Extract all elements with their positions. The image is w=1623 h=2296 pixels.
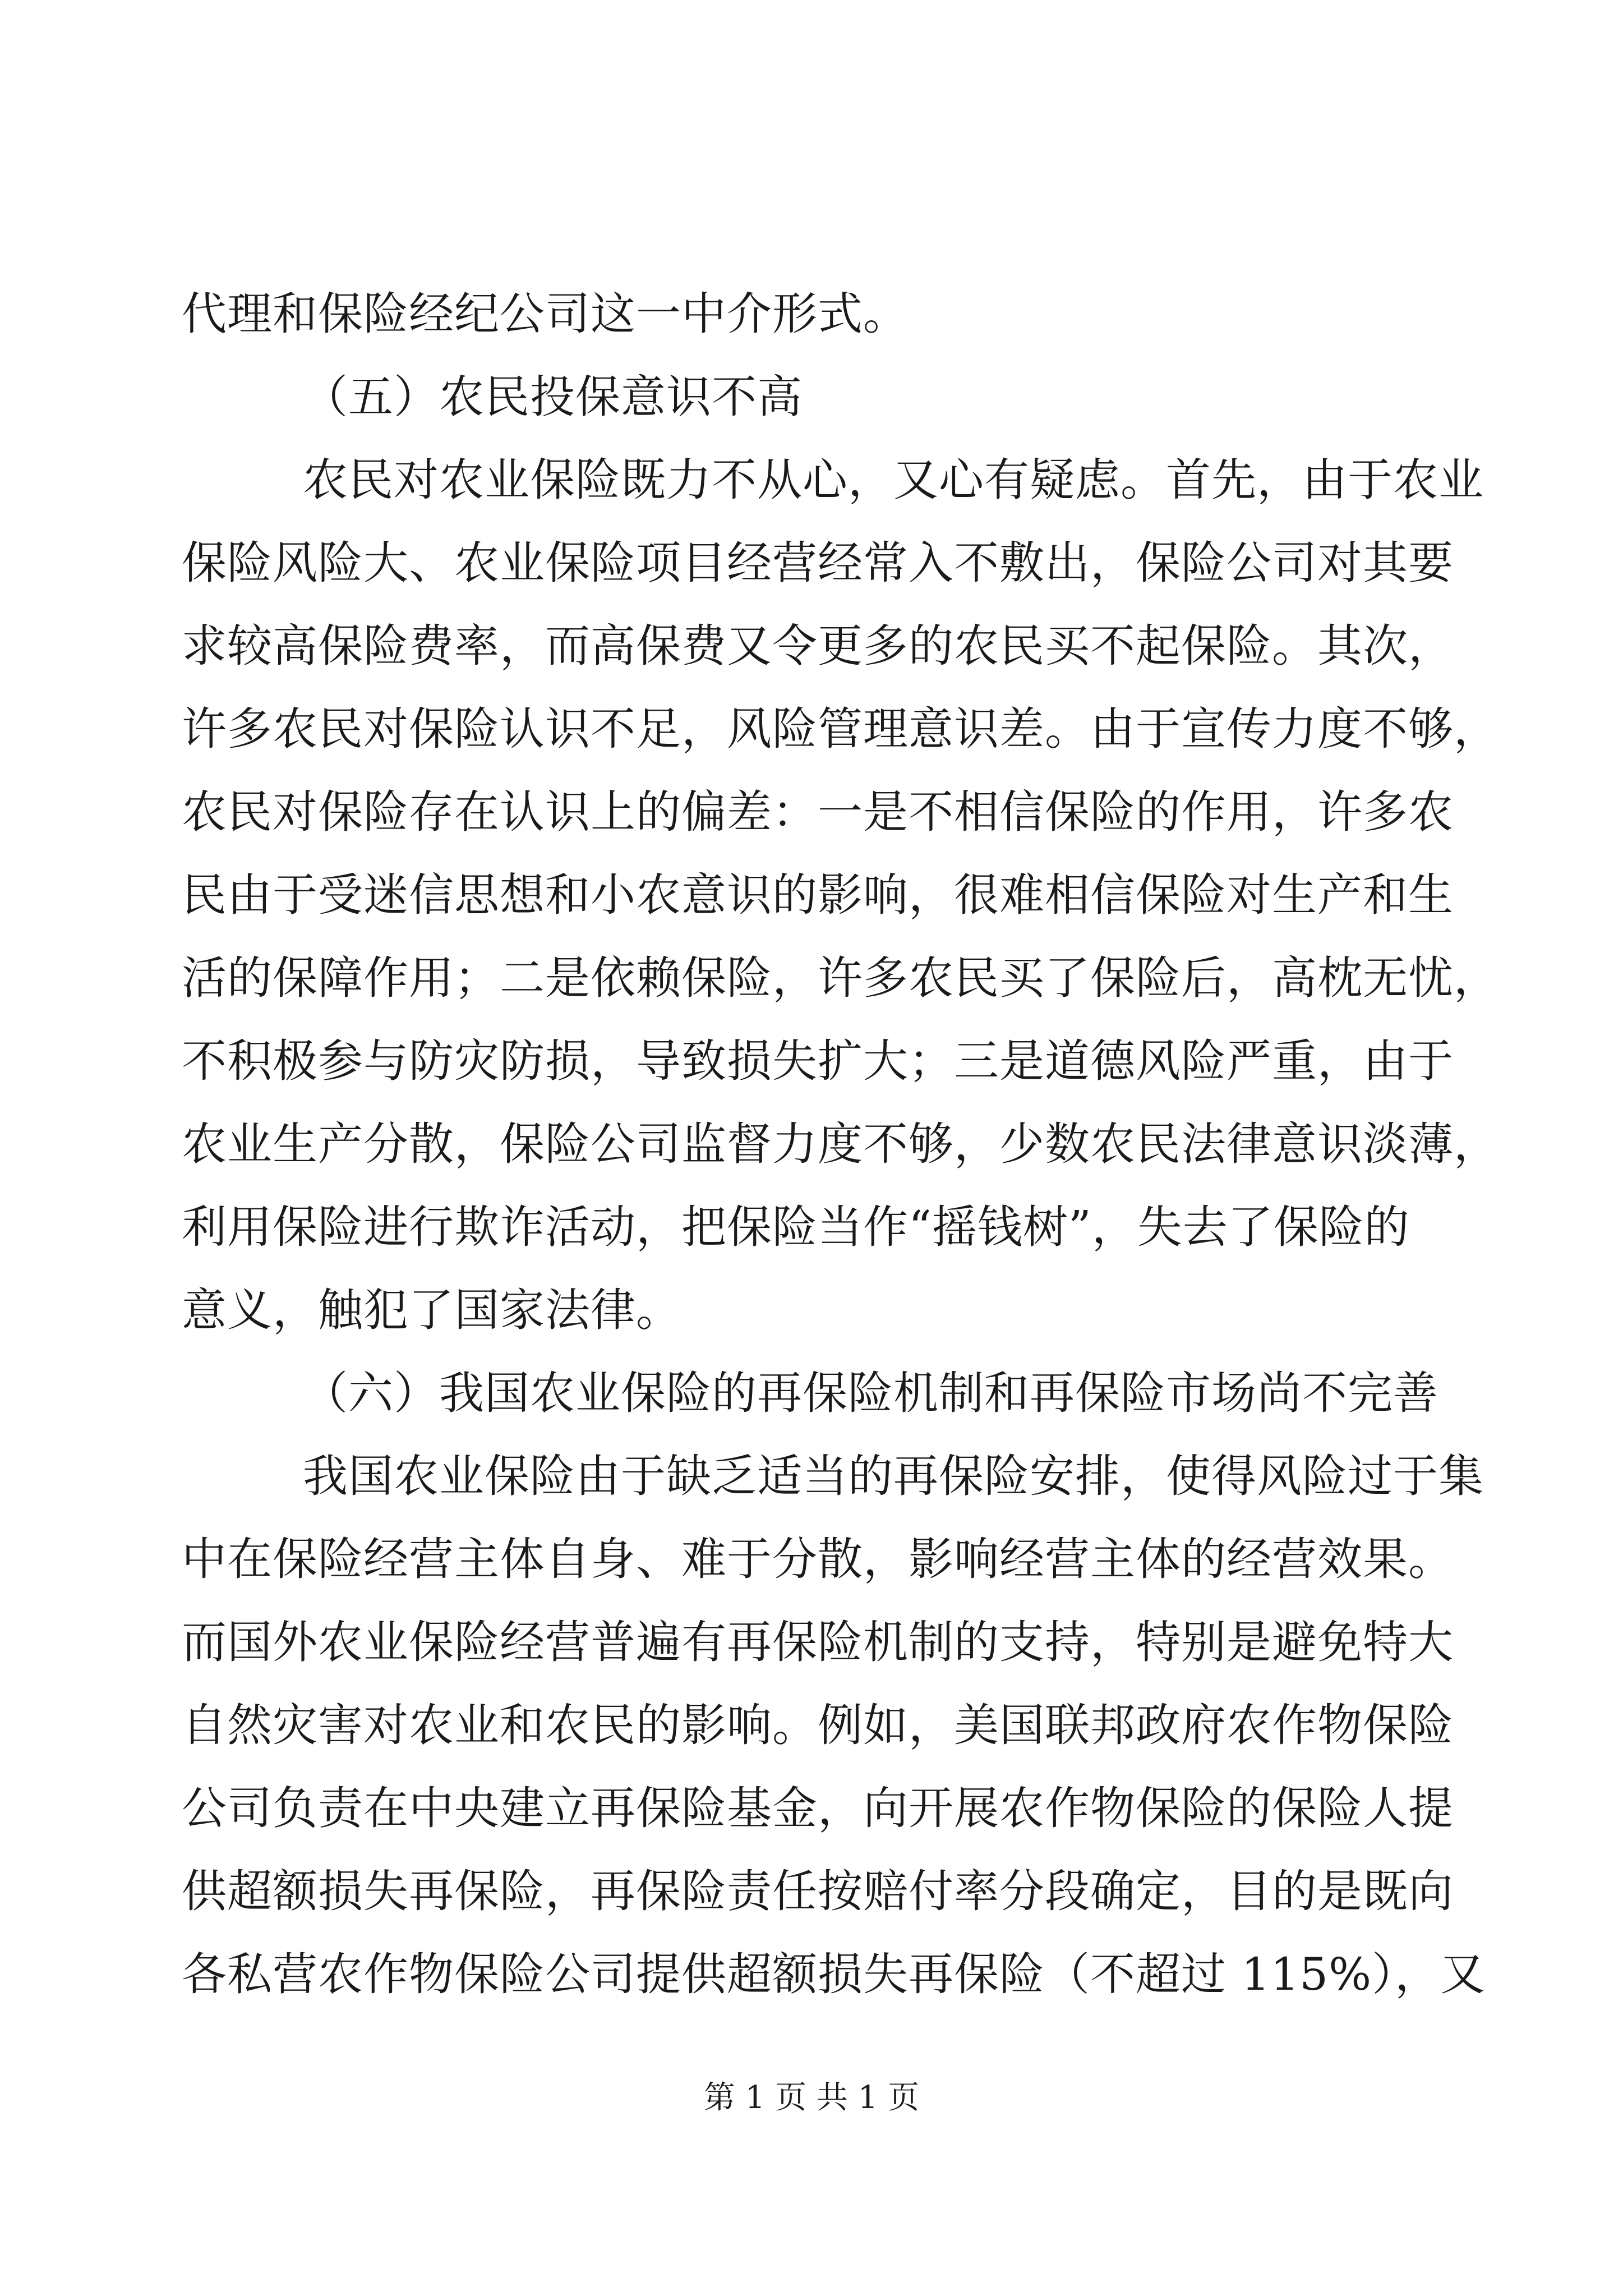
body-text-line: 我国农业保险由于缺乏适当的再保险安排，使得风险过于集 bbox=[303, 1450, 1484, 1502]
section-heading-5: （五）农民投保意识不高 bbox=[303, 371, 803, 423]
body-text-line: 农民对农业保险既力不从心，又心有疑虑。首先，由于农业 bbox=[303, 454, 1484, 506]
body-text-line: 农民对保险存在认识上的偏差：一是不相信保险的作用，许多农 bbox=[182, 786, 1454, 838]
body-text-line: 供超额损失再保险，再保险责任按赔付率分段确定，目的是既向 bbox=[182, 1865, 1454, 1917]
body-text-line: 各私营农作物保险公司提供超额损失再保险（不超过 115%），又 bbox=[182, 1948, 1486, 2000]
body-text-line: 利用保险进行欺诈活动，把保险当作“摇钱树”，失去了保险的 bbox=[182, 1201, 1410, 1253]
body-text-line: 不积极参与防灾防损，导致损失扩大；三是道德风险严重，由于 bbox=[182, 1035, 1454, 1087]
body-text-line: 保险风险大、农业保险项目经营经常入不敷出，保险公司对其要 bbox=[182, 537, 1454, 589]
body-text-line: 求较高保险费率，而高保费又令更多的农民买不起保险。其次， bbox=[182, 620, 1454, 672]
body-text-line: 自然灾害对农业和农民的影响。例如，美国联邦政府农作物保险 bbox=[182, 1699, 1454, 1751]
body-text-line: 中在保险经营主体自身、难于分散，影响经营主体的经营效果。 bbox=[182, 1533, 1454, 1585]
page-footer: 第 1 页 共 1 页 bbox=[703, 2079, 920, 2116]
body-text-line: 许多农民对保险认识不足，风险管理意识差。由于宣传力度不够， bbox=[182, 703, 1499, 755]
body-text-line: 民由于受迷信思想和小农意识的影响，很难相信保险对生产和生 bbox=[182, 869, 1454, 921]
body-text-line: 活的保障作用；二是依赖保险，许多农民买了保险后，高枕无忧， bbox=[182, 952, 1499, 1004]
body-text-line: 而国外农业保险经营普遍有再保险机制的支持，特别是避免特大 bbox=[182, 1616, 1454, 1668]
body-text-line: 农业生产分散，保险公司监督力度不够，少数农民法律意识淡薄， bbox=[182, 1118, 1499, 1170]
section-heading-6: （六）我国农业保险的再保险机制和再保险市场尚不完善 bbox=[303, 1367, 1438, 1419]
body-text-line: 意义，触犯了国家法律。 bbox=[182, 1284, 681, 1336]
body-text-line: 公司负责在中央建立再保险基金，向开展农作物保险的保险人提 bbox=[182, 1782, 1454, 1834]
body-text-line: 代理和保险经纪公司这一中介形式。 bbox=[182, 288, 909, 340]
